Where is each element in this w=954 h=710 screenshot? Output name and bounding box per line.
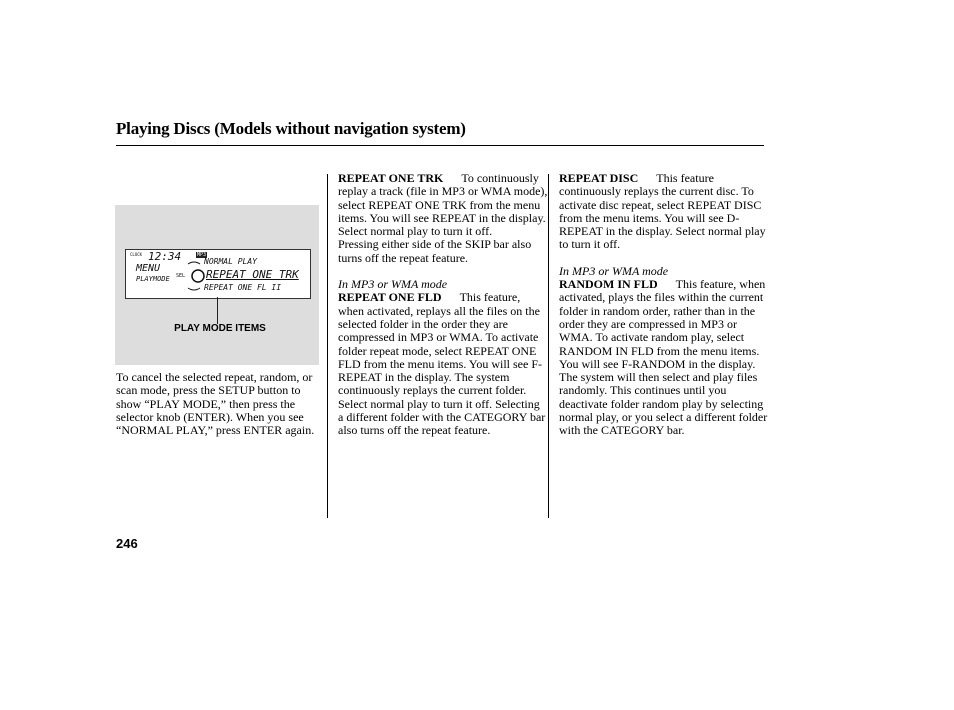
sel-tag: SEL bbox=[176, 273, 186, 279]
skip-bar-paragraph: Pressing either side of the SKIP bar also turns off the repeat feature. bbox=[338, 237, 532, 265]
column-middle bbox=[338, 172, 548, 438]
title-divider bbox=[116, 145, 764, 146]
random-heading: RANDOM IN FLD bbox=[559, 277, 658, 292]
page-number: 246 bbox=[116, 536, 138, 551]
repeat-trk-heading: REPEAT ONE TRK bbox=[338, 171, 444, 185]
cancel-instructions: To cancel the selected repeat, random, or scan mode, press the SETUP button to show “PLAY MODE,” then press the selector knob (ENTER). When you see “NORMAL PLAY,” press ENTER again. bbox=[116, 370, 315, 438]
play-mode-figure bbox=[115, 205, 319, 365]
repeat-fld-paragraph bbox=[338, 291, 548, 437]
random-paragraph bbox=[559, 278, 769, 438]
repeat-trk-paragraph bbox=[338, 172, 548, 238]
selector-knob-icon bbox=[184, 258, 206, 294]
radio-display bbox=[125, 249, 311, 299]
page-title: Playing Discs (Models without navigation system) bbox=[116, 119, 466, 138]
figure-caption: PLAY MODE ITEMS bbox=[174, 323, 266, 334]
clock-tag: CLOCK bbox=[130, 252, 143, 257]
repeat-disc-heading: REPEAT DISC bbox=[559, 171, 639, 185]
mode-note-right: In MP3 or WMA mode bbox=[559, 263, 669, 278]
repeat-fld-text: This feature, when activated, replays all the files on the selected folder in the order they are compressed in MP3 or WMA. To activate folder repeat mode, select REPEAT ONE FLD from the menu items. You will see F-REPEAT in the display. The system continuously replays the current folder. Select normal play to turn it off. Selecting a different folder with the CATEGORY bar also turns off the repeat feature. bbox=[338, 290, 546, 438]
column-left bbox=[116, 371, 316, 437]
column-divider-left bbox=[327, 174, 328, 518]
mp3-tag: MP3 bbox=[197, 252, 207, 258]
mode-note: In MP3 or WMA mode bbox=[338, 277, 448, 292]
display-time: 12:34 bbox=[148, 250, 182, 263]
repeat-fld-heading: REPEAT ONE FLD bbox=[338, 290, 442, 305]
random-text: This feature, when activated, plays the files within the current folder in random order, rather than in the order they are compressed in MP3 or WMA. To activate random play, select RANDOM IN FLD from the menu items. You will see F-RANDOM in the display. The system will then select and play files randomly. This continues until you deactivate folder random play by selecting normal play, or you select a different folder with the CATEGORY bar. bbox=[559, 277, 768, 438]
callout-line bbox=[217, 297, 218, 324]
display-normal-play: NORMAL PLAY bbox=[204, 257, 257, 266]
column-right bbox=[559, 172, 769, 438]
column-divider-right bbox=[548, 174, 549, 518]
repeat-disc-text: This feature continuously replays the current disc. To activate disc repeat, select REPEAT DISC from the menu items. You will see D-REPEAT in the display. Select normal play to turn it off. bbox=[559, 171, 766, 252]
repeat-disc-paragraph bbox=[559, 172, 769, 252]
display-playmode: PLAYMODE bbox=[136, 275, 170, 283]
display-repeat-one-fld: REPEAT ONE FL II bbox=[204, 283, 282, 292]
display-repeat-one-trk: REPEAT ONE TRK bbox=[206, 268, 299, 281]
display-menu: MENU bbox=[136, 263, 161, 274]
repeat-trk-text: To continuously replay a track (file in MP3 or WMA mode), select REPEAT ONE TRK from the menu items. You will see REPEAT in the display. Select normal play to turn it off. bbox=[338, 171, 548, 239]
